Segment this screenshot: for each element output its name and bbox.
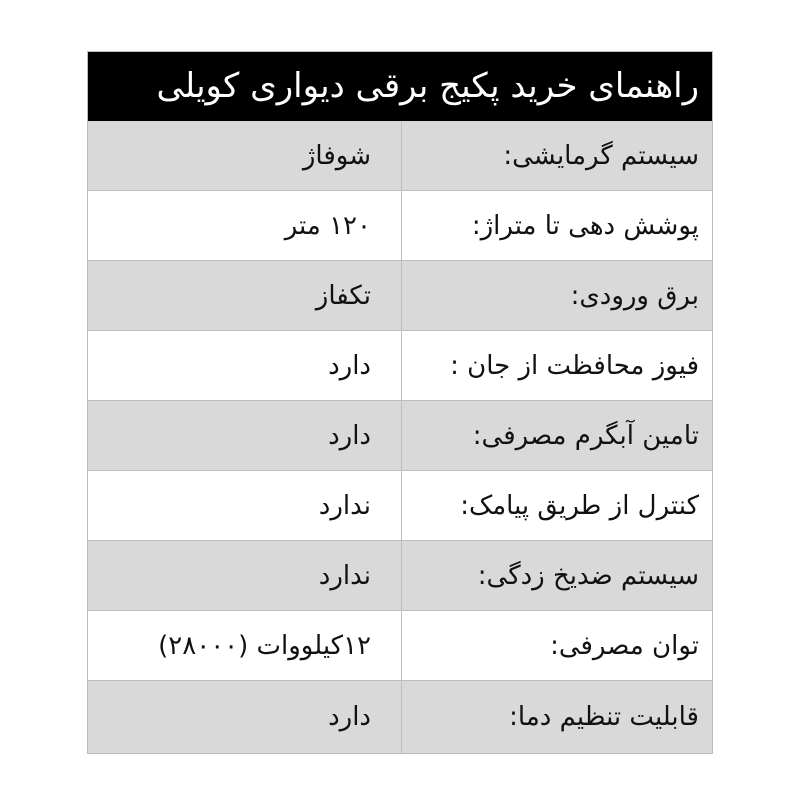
row-label: سیستم ضدیخ زدگی:	[401, 541, 713, 610]
table-row	[87, 401, 713, 471]
row-value: دارد	[328, 420, 371, 451]
table-row	[87, 471, 713, 541]
row-value: ندارد	[318, 560, 371, 591]
row-label: کنترل از طریق پیامک:	[401, 471, 713, 540]
row-label: توان مصرفی:	[401, 611, 713, 680]
row-value: ندارد	[318, 490, 371, 521]
table-row	[87, 331, 713, 401]
row-label: تامین آبگرم مصرفی:	[401, 401, 713, 470]
row-value: ۱۲۰ متر	[284, 210, 371, 241]
table-row	[87, 681, 713, 754]
table-row	[87, 261, 713, 331]
row-label: فیوز محافظت از جان :	[401, 331, 713, 400]
row-label: پوشش دهی تا متراژ:	[401, 191, 713, 260]
table-row	[87, 191, 713, 261]
row-label: قابلیت تنظیم دما:	[401, 681, 713, 753]
table-row	[87, 541, 713, 611]
row-value: شوفاژ	[302, 140, 371, 171]
table-row	[87, 611, 713, 681]
row-value: ۱۲کیلووات (۲۸۰۰۰)	[158, 630, 371, 661]
spec-table	[87, 51, 713, 754]
row-label: سیستم گرمایشی:	[401, 121, 713, 190]
row-value: دارد	[328, 702, 371, 732]
table-row	[87, 121, 713, 191]
row-value: دارد	[328, 350, 371, 381]
row-label: برق ورودی:	[401, 261, 713, 330]
row-value: تکفاز	[315, 280, 371, 311]
table-title: راهنمای خرید پکیج برقی دیواری کویلی	[87, 51, 713, 121]
